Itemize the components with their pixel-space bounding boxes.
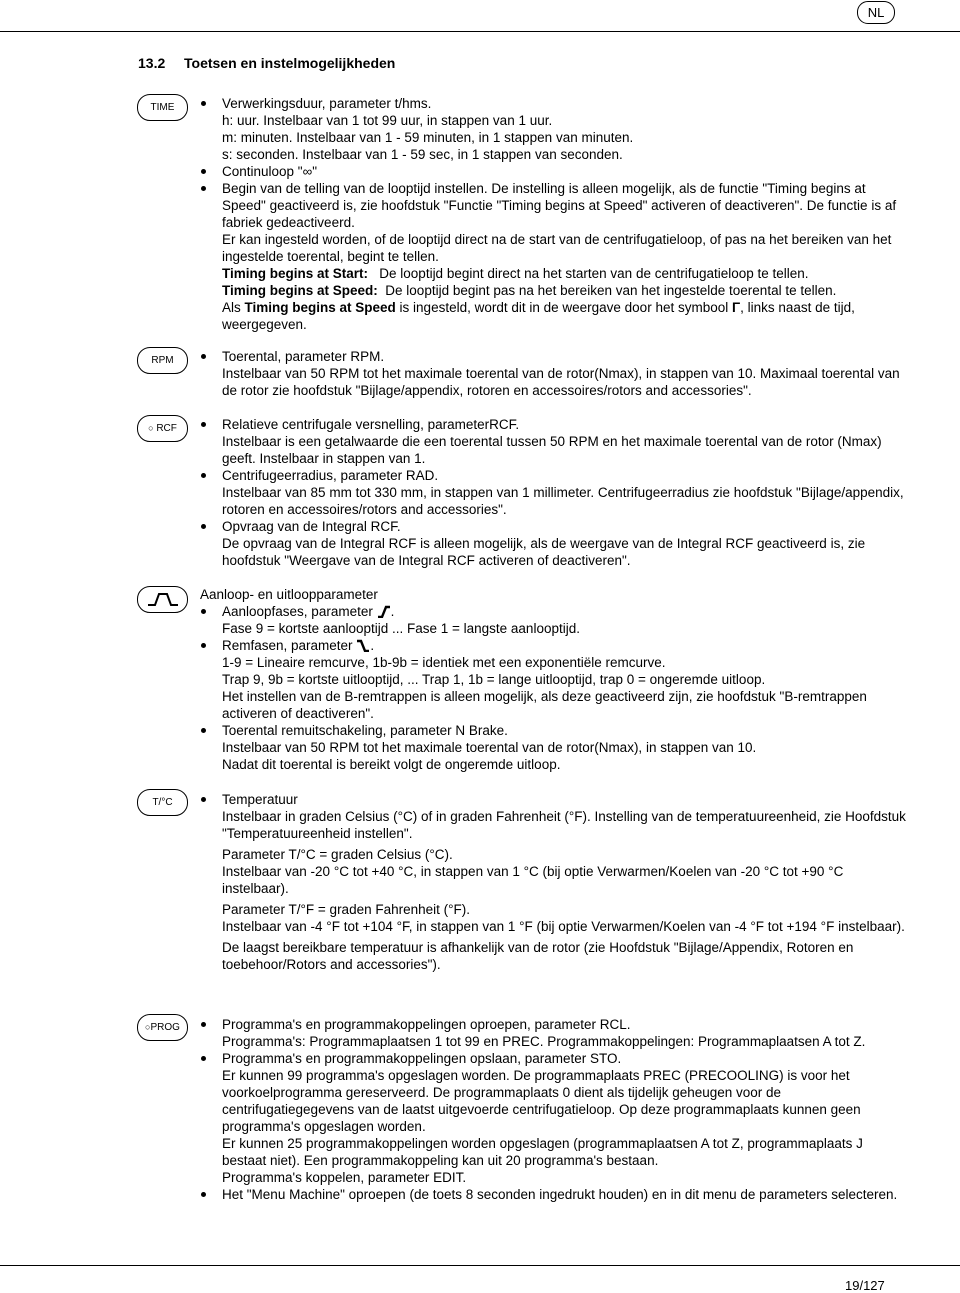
paragraph: Instelbaar van 50 RPM tot het maximale toerental van de rotor(Nmax), in stappen van 10. Maximaal toerental van de rotor zie hoofdstuk "Bijlage/appendix, rotoren en accessoires/rotors and accessories".	[222, 366, 900, 398]
text-line: m: minuten. Instelbaar van 1 - 59 minuten, in 1 stappen van minuten.	[222, 130, 634, 145]
time-key-label: TIME	[150, 102, 175, 113]
list-item	[200, 722, 908, 773]
list-item	[200, 467, 908, 518]
text-line: Programma's en programmakoppelingen opslaan, parameter STO.	[222, 1051, 622, 1066]
paragraph	[222, 299, 908, 333]
text-line: Programma's koppelen, parameter EDIT.	[222, 1170, 467, 1185]
section-title: Toetsen en instelmogelijkheden	[184, 55, 396, 71]
language-badge: NL	[857, 1, 895, 24]
text-line: Verwerkingsduur, parameter t/hms.	[222, 96, 432, 111]
paragraph: De laagst bereikbare temperatuur is afhankelijk van de rotor (zie Hoofdstuk "Bijlage/Appendix, Rotoren en toebehoor/Rotors and accessories").	[222, 940, 854, 972]
paragraph: Instelbaar is een getalwaarde die een toerental tussen 50 RPM en het maximale toerental van de rotor (Nmax) geeft. Instelbaar in stappen van 1.	[222, 434, 882, 466]
text-line: Parameter T/°C = graden Celsius (°C).	[222, 847, 453, 862]
page-number: 19/127	[845, 1278, 885, 1293]
list-item	[200, 163, 908, 180]
text-line: Toerental remuitschakeling, parameter N Brake.	[222, 723, 508, 738]
text-line: Centrifugeerradius, parameter RAD.	[222, 468, 439, 483]
time-key[interactable]	[137, 94, 188, 121]
accel-curve-icon	[377, 605, 391, 618]
text-line: Aanloop- en uitloopparameter	[200, 587, 378, 602]
prog-description	[200, 1016, 908, 1203]
text-run: Aanloopfases, parameter	[222, 604, 373, 619]
list-item	[200, 180, 908, 333]
paragraph: Programma's: Programmaplaatsen 1 tot 99 en PREC. Programmakoppelingen: Programmaplaatsen A tot Z.	[222, 1034, 866, 1049]
list-item	[200, 1050, 908, 1186]
list-item	[200, 348, 908, 399]
prog-key-label: PROG	[150, 1022, 180, 1033]
temperature-key-label: T/°C	[152, 797, 173, 808]
rpm-key[interactable]	[137, 347, 188, 374]
ramp-key[interactable]	[137, 586, 188, 613]
brake-curve-icon	[356, 639, 370, 652]
list-item	[200, 603, 908, 637]
paragraph: Het "Menu Machine" oproepen (de toets 8 seconden ingedrukt houden) en in dit menu de parameters selecteren.	[222, 1187, 898, 1202]
text-line: Nadat dit toerental is bereikt volgt de ongeremde uitloop.	[222, 757, 561, 772]
text-line: Toerental, parameter RPM.	[222, 349, 385, 364]
ramp-curve-icon	[146, 591, 180, 608]
text-run: Remfasen, parameter	[222, 638, 353, 653]
temperature-description	[200, 791, 908, 973]
text-line: Trap 9, 9b = kortste uitlooptijd, ... Trap 1, 1b = lange uitlooptijd, trap 0 = ongeremde uitloop.	[222, 672, 766, 687]
text-line: Continuloop "∞"	[222, 164, 318, 179]
led-dot-icon: ○	[145, 1022, 151, 1032]
paragraph: Instelbaar van -4 °F tot +104 °F, in stappen van 1 °F (bij optie Verwarmen/Koelen van -4 °F tot +194 °F instelbaar).	[222, 919, 905, 934]
list-item	[200, 1186, 908, 1203]
text-line: Opvraag van de Integral RCF.	[222, 519, 401, 534]
text-run: is ingesteld, wordt dit in de weergave door het symbool	[395, 300, 732, 315]
paragraph: De opvraag van de Integral RCF is alleen mogelijk, als de weergave van de Integral RCF geactiveerd is, zie hoofdstuk "Weergave van de Integral RCF activeren of deactiveren".	[222, 536, 866, 568]
rcf-key-label: RCF	[156, 423, 177, 434]
section-number: 13.2	[138, 55, 166, 71]
header-rule	[0, 31, 960, 32]
text-line: Aanloopfases, parameter .	[222, 604, 395, 619]
prog-key[interactable]	[137, 1014, 188, 1041]
text-line: Relatieve centrifugale versnelling, parameterRCF.	[222, 417, 520, 432]
timing-start-text: De looptijd begint direct na het starten van de centrifugatieloop te tellen.	[379, 266, 809, 281]
text-line: Instelbaar van 50 RPM tot het maximale toerental van de rotor(Nmax), in stappen van 10.	[222, 740, 757, 755]
text-line: Remfasen, parameter .	[222, 638, 375, 653]
timing-speed-text: De looptijd begint pas na het bereiken van het ingestelde toerental te tellen.	[385, 283, 837, 298]
paragraph: Er kan ingesteld worden, of de looptijd direct na de start van de centrifugatieloop, of pas na het bereiken van het ingestelde toerental, begint te tellen.	[222, 232, 892, 264]
paragraph: Er kunnen 99 programma's opgeslagen worden. De programmaplaats PREC (PRECOOLING) is voor het voorkoelprogramma gereserveerd. De programmaplaats 0 dient als tijdelijk geheugen voor de centrifugatiegegevens van de laatst uitgevoerde centrifugatieloop. Op deze programmaplaats kunnen geen programma's opgeslagen worden.	[222, 1068, 861, 1134]
paragraph: Instelbaar in graden Celsius (°C) of in graden Fahrenheit (°F). Instelling van de temperatuureenheid, zie Hoofdstuk "Temperatuureenheid instellen".	[222, 809, 906, 841]
text-run: Timing begins at Speed	[244, 300, 396, 315]
footer-rule	[0, 1265, 960, 1266]
list-item	[200, 416, 908, 467]
paragraph: Instelbaar van -20 °C tot +40 °C, in stappen van 1 °C (bij optie Verwarmen/Koelen van -20 °C tot +90 °C instelbaar).	[222, 864, 844, 896]
text-line: Fase 9 = kortste aanlooptijd ... Fase 1 = langste aanlooptijd.	[222, 621, 580, 636]
rpm-key-label: RPM	[151, 355, 174, 366]
timing-start-label: Timing begins at Start:	[222, 266, 369, 281]
section-heading	[138, 55, 395, 71]
text-line: h: uur. Instelbaar van 1 tot 99 uur, in stappen van 1 uur.	[222, 113, 553, 128]
led-dot-icon: ○	[148, 423, 154, 433]
text-line: s: seconden. Instelbaar van 1 - 59 sec, in 1 stappen van seconden.	[222, 147, 623, 162]
text-line: Temperatuur	[222, 792, 298, 807]
paragraph: Er kunnen 25 programmakoppelingen worden opgeslagen (programmaplaatsen A tot Z, programmaplaats J bestaat niet). Een programmakoppeling kan uit 20 programma's bestaan.	[222, 1136, 863, 1168]
rcf-key[interactable]	[137, 415, 188, 442]
list-item	[200, 1016, 908, 1050]
paragraph: Begin van de telling van de looptijd instellen. De instelling is alleen mogelijk, als de functie "Timing begins at Speed" geactiveerd is, zie hoofdstuk "Functie "Timing begins at Speed" activeren of deactiveren". De functie is af fabriek gedeactiveerd.	[222, 181, 897, 230]
timing-speed-label: Timing begins at Speed:	[222, 283, 378, 298]
list-item	[200, 518, 908, 569]
ramp-description	[200, 586, 908, 773]
rcf-description	[200, 416, 908, 569]
text-line: 1-9 = Lineaire remcurve, 1b-9b = identiek met een exponentiële remcurve.	[222, 655, 666, 670]
paragraph: Instelbaar van 85 mm tot 330 mm, in stappen van 1 millimeter. Centrifugeerradius zie hoofdstuk "Bijlage/appendix, rotoren en accessoires/rotors and accessories".	[222, 485, 904, 517]
list-item	[200, 637, 908, 722]
temperature-key[interactable]	[137, 789, 188, 816]
text-line: Programma's en programmakoppelingen oproepen, parameter RCL.	[222, 1017, 631, 1032]
timing-start-line	[222, 265, 908, 282]
rpm-description	[200, 348, 908, 399]
timing-symbol-icon: Γ	[731, 300, 741, 315]
timing-speed-line	[222, 282, 908, 299]
time-description	[200, 95, 908, 333]
text-run: , links naast de tijd, weergegeven.	[222, 300, 855, 332]
text-line: Parameter T/°F = graden Fahrenheit (°F).	[222, 902, 471, 917]
paragraph: Het instellen van de B-remtrappen is alleen mogelijk, als deze geactiveerd zijn, zie hoofdstuk "B-remtrappen activeren of deactiveren".	[222, 689, 867, 721]
list-item	[200, 791, 908, 973]
list-item	[200, 95, 908, 163]
text-run: Als	[222, 300, 245, 315]
